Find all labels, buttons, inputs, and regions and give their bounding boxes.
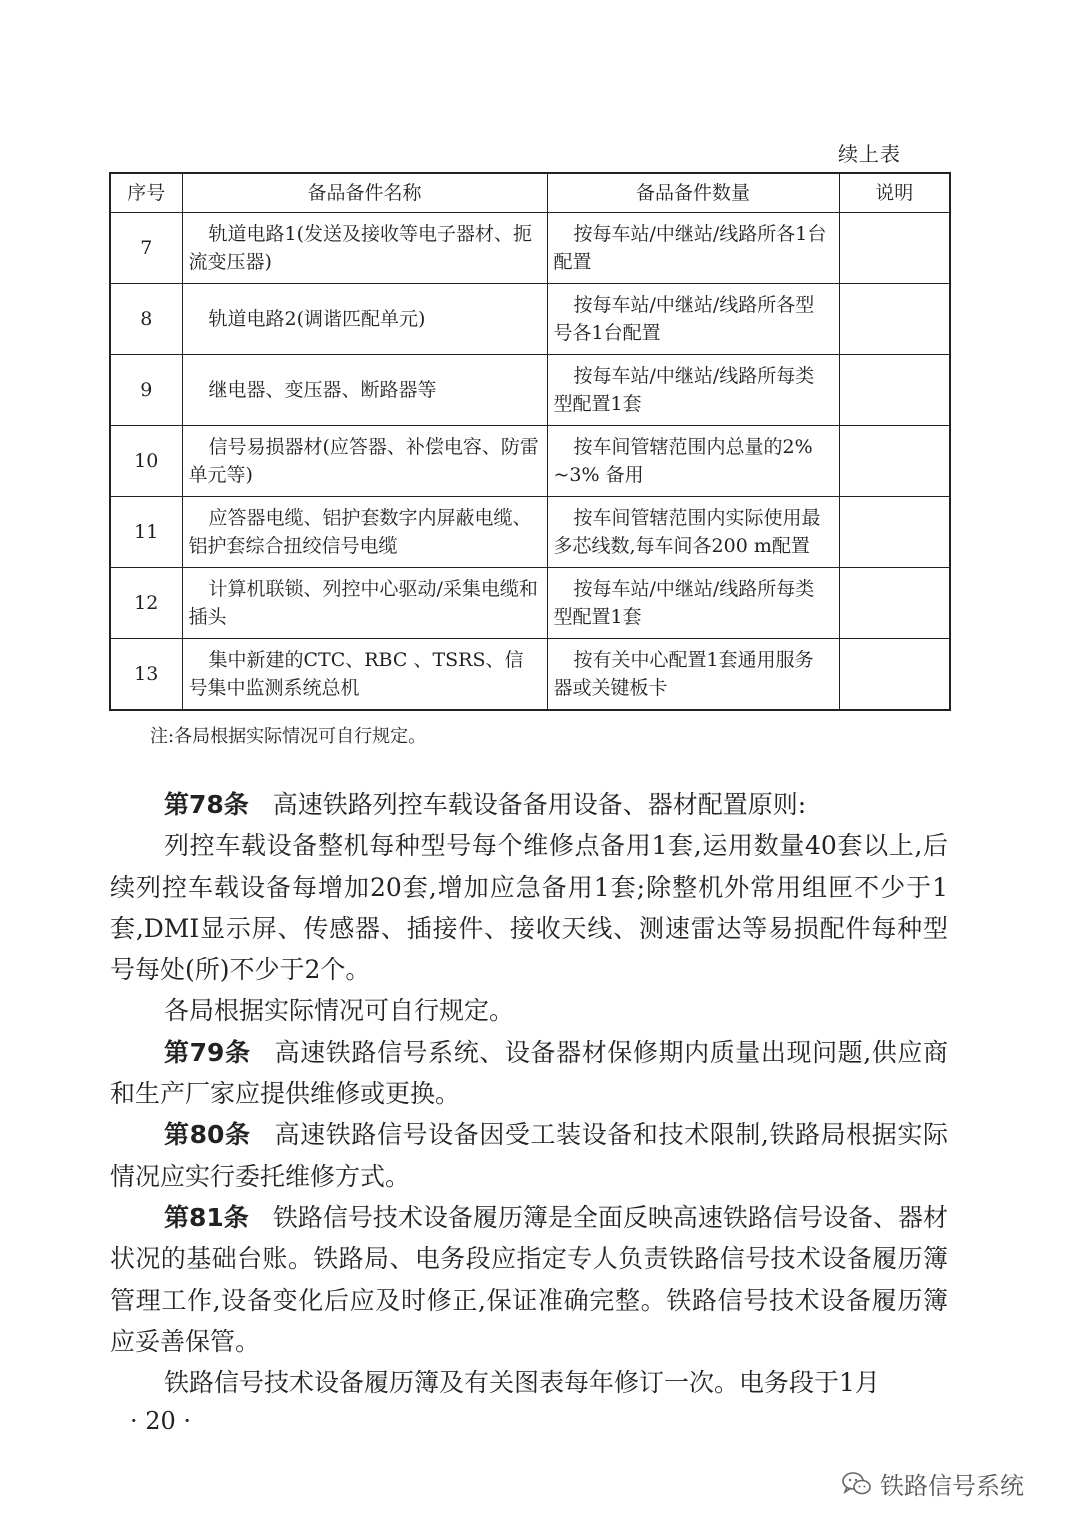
row-no: 12 bbox=[110, 568, 182, 639]
header-name: 备品备件名称 bbox=[182, 173, 547, 213]
paragraph-text: 高速铁路列控车载设备备用设备、器材配置原则: bbox=[272, 790, 807, 819]
table-row bbox=[110, 213, 950, 284]
article-label: 第78条 bbox=[164, 790, 249, 819]
body-text bbox=[110, 784, 948, 1403]
watermark bbox=[842, 1466, 1024, 1501]
paragraph-article-78 bbox=[110, 784, 948, 825]
row-qty: 按每车站/中继站/线路所各1台配置 bbox=[547, 213, 839, 284]
row-no: 9 bbox=[110, 355, 182, 426]
row-qty: 按车间管辖范围内实际使用最多芯线数,每车间各200 m配置 bbox=[547, 497, 839, 568]
wechat-icon bbox=[842, 1471, 872, 1497]
row-note bbox=[839, 497, 950, 568]
row-qty: 按每车站/中继站/线路所每类型配置1套 bbox=[547, 568, 839, 639]
table-row bbox=[110, 426, 950, 497]
row-name: 应答器电缆、铝护套数字内屏蔽电缆、铝护套综合扭绞信号电缆 bbox=[182, 497, 547, 568]
header-qty: 备品备件数量 bbox=[547, 173, 839, 213]
row-qty: 按每车站/中继站/线路所每类型配置1套 bbox=[547, 355, 839, 426]
table-row bbox=[110, 639, 950, 711]
article-label: 第79条 bbox=[164, 1037, 251, 1067]
row-note bbox=[839, 426, 950, 497]
row-note bbox=[839, 284, 950, 355]
paragraph-text: 高速铁路信号设备因受工装设备和技术限制,铁路局根据实际情况应实行委托维修方式。 bbox=[110, 1120, 948, 1191]
paragraph-text: 铁路信号技术设备履历簿是全面反映高速铁路信号设备、器材状况的基础台账。铁路局、电务段应指定专人负责铁路信号技术设备履历簿管理工作,设备变化后应及时修正,保证准确完整。铁路信号技术设备履历簿应妥善保管。 bbox=[110, 1202, 948, 1356]
table-row bbox=[110, 355, 950, 426]
row-qty: 按每车站/中继站/线路所各型号各1台配置 bbox=[547, 284, 839, 355]
row-name: 轨道电路1(发送及接收等电子器材、扼流变压器) bbox=[182, 213, 547, 284]
watermark-text: 铁路信号系统 bbox=[880, 1472, 1024, 1500]
row-name: 轨道电路2(调谐匹配单元) bbox=[182, 284, 547, 355]
paragraph-text: 各局根据实际情况可自行规定。 bbox=[164, 996, 515, 1026]
row-name: 计算机联锁、列控中心驱动/采集电缆和插头 bbox=[182, 568, 547, 639]
paragraph-text: 高速铁路信号系统、设备器材保修期内质量出现问题,供应商和生产厂家应提供维修或更换。 bbox=[110, 1037, 948, 1109]
page-number: · 20 · bbox=[130, 1407, 192, 1435]
table-row bbox=[110, 284, 950, 355]
paragraph-article-79 bbox=[110, 1032, 948, 1115]
row-note bbox=[839, 213, 950, 284]
paragraph-article-81 bbox=[110, 1197, 948, 1362]
row-name: 信号易损器材(应答器、补偿电容、防雷单元等) bbox=[182, 426, 547, 497]
table-header-row bbox=[110, 173, 950, 213]
paragraph-article-80 bbox=[110, 1114, 948, 1197]
row-no: 8 bbox=[110, 284, 182, 355]
article-label: 第80条 bbox=[164, 1120, 251, 1150]
row-qty: 按有关中心配置1套通用服务器或关键板卡 bbox=[547, 639, 839, 711]
paragraph bbox=[110, 825, 948, 990]
paragraph bbox=[110, 1362, 948, 1403]
table-footnote: 注:各局根据实际情况可自行规定。 bbox=[150, 726, 427, 747]
header-no: 序号 bbox=[110, 173, 182, 213]
article-label: 第81条 bbox=[164, 1202, 249, 1232]
row-note bbox=[839, 355, 950, 426]
row-note bbox=[839, 639, 950, 711]
row-no: 13 bbox=[110, 639, 182, 711]
row-name: 继电器、变压器、断路器等 bbox=[182, 355, 547, 426]
row-no: 10 bbox=[110, 426, 182, 497]
continued-label: 续上表 bbox=[838, 142, 901, 166]
paragraph-text: 铁路信号技术设备履历簿及有关图表每年修订一次。电务段于1月 bbox=[164, 1368, 880, 1398]
paragraph bbox=[110, 990, 948, 1031]
table-row bbox=[110, 497, 950, 568]
paragraph-text: 列控车载设备整机每种型号每个维修点备用1套,运用数量40套以上,后续列控车载设备每增加20套,增加应急备用1套;除整机外常用组匣不少于1套,DMI显示屏、传感器、插接件、接收天线、测速雷达等易损配件每种型号每处(所)不少于2个。 bbox=[110, 831, 948, 985]
spares-table bbox=[109, 172, 951, 711]
row-note bbox=[839, 568, 950, 639]
header-note: 说明 bbox=[839, 173, 950, 213]
row-qty: 按车间管辖范围内总量的2% ~3% 备用 bbox=[547, 426, 839, 497]
row-no: 11 bbox=[110, 497, 182, 568]
row-no: 7 bbox=[110, 213, 182, 284]
table-row bbox=[110, 568, 950, 639]
row-name: 集中新建的CTC、RBC 、TSRS、信号集中监测系统总机 bbox=[182, 639, 547, 711]
